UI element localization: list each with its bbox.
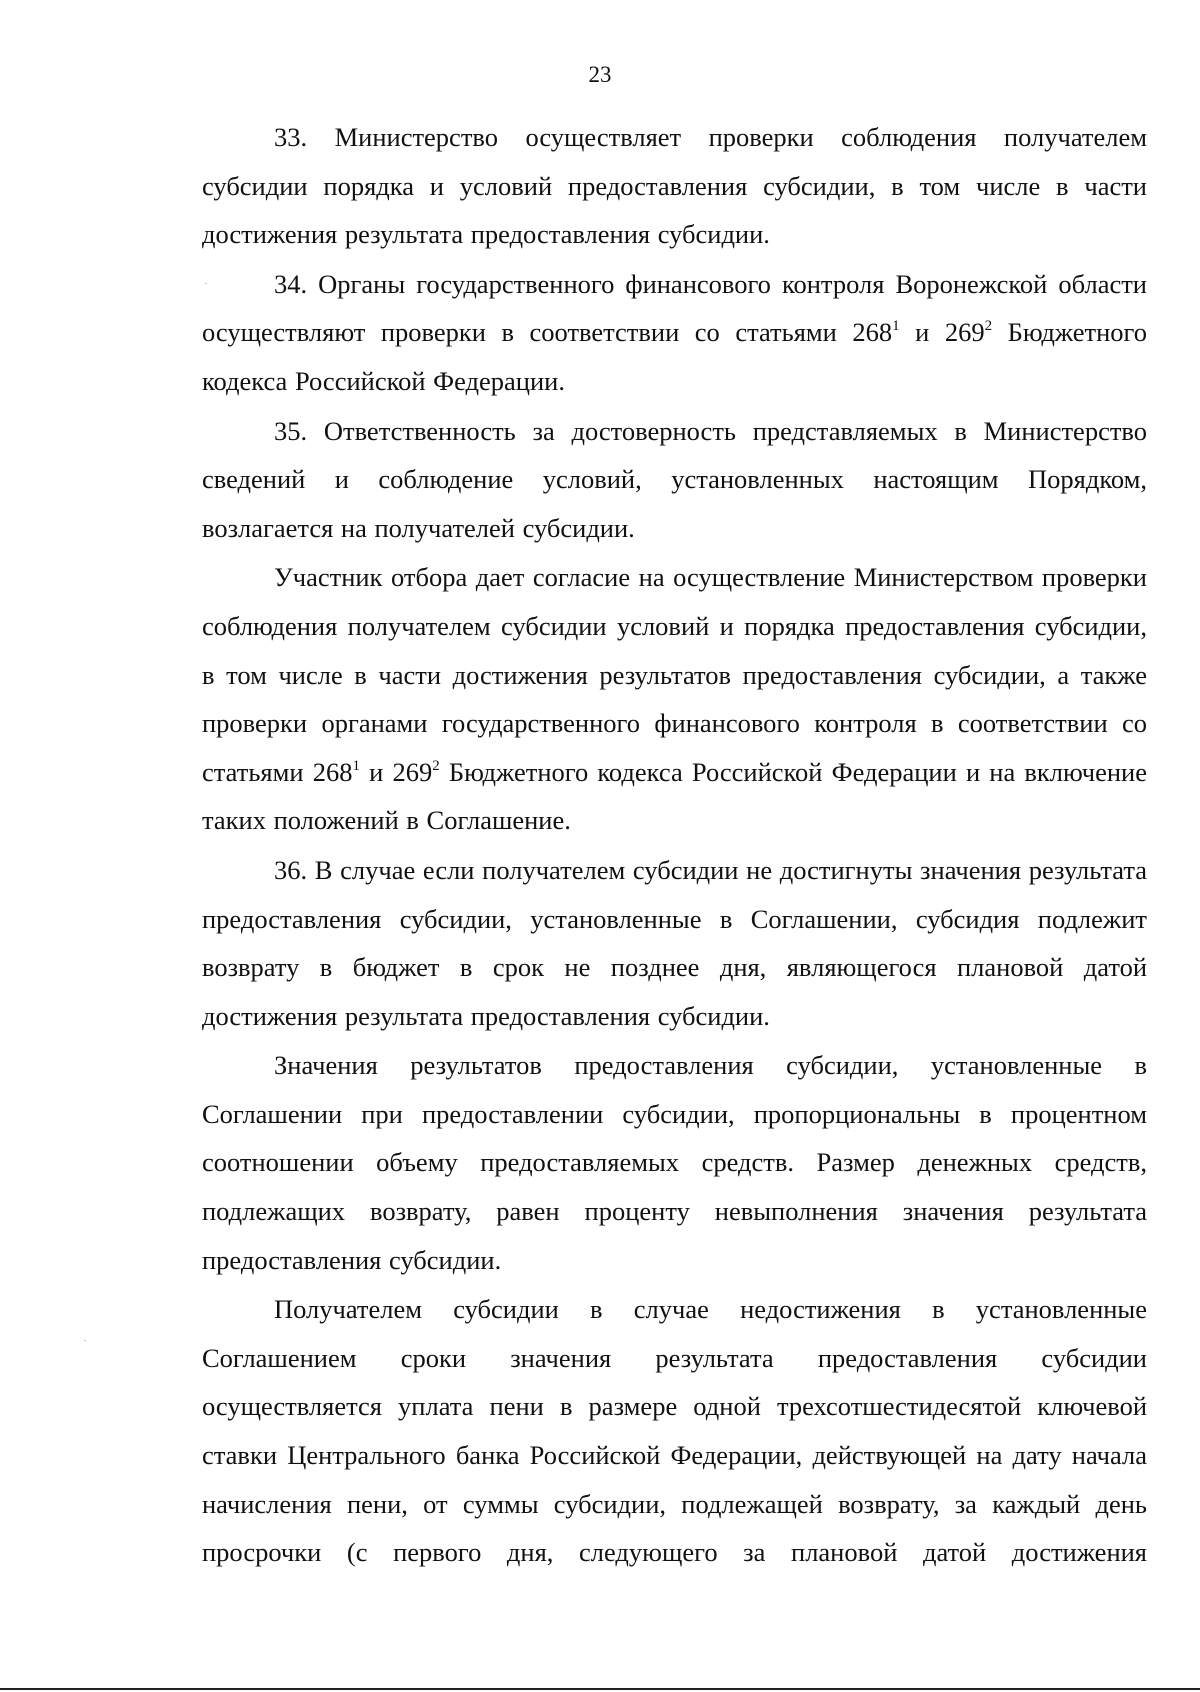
paragraph (202, 846, 1147, 1040)
superscript-index: 1 (352, 757, 360, 774)
paragraph-text: 36. В случае если получателем субсидии не достигнуты значения результата предоставления субсидии, установленные в Соглашении, субсидия подлежит возврату в бюджет в срок не позднее дня, являющегося плановой датой достижения результата предоставления субсидии. (202, 854, 1147, 1031)
paragraph-text: 35. Ответственность за достоверность представляемых в Министерство сведений и соблюдение условий, установленных настоящим Порядком, возлагается на получателей субсидии. (202, 415, 1147, 543)
document-body (202, 113, 1147, 1578)
paragraph (202, 113, 1147, 259)
paragraph-text: Бюджетного кодекса Российской Федерации. (202, 317, 1147, 396)
page-bottom-edge (0, 1688, 1200, 1690)
scan-speck (205, 283, 207, 284)
paragraph (202, 1041, 1147, 1284)
paragraph-text: 33. Министерство осуществляет проверки соблюдения получателем субсидии порядка и условий предоставления субсидии, в том числе в части достижения результата предоставления субсидии. (202, 122, 1147, 250)
scan-speck (84, 1340, 86, 1341)
paragraph (202, 1285, 1147, 1577)
paragraph-text: Участник отбора дает согласие на осуществление Министерством проверки соблюдения получателем субсидии условий и порядка предоставления субсидии, в том числе в части достижения результатов предоставления субсидии, а также проверки органами государственного финансового контроля в соответствии со статьями 268 (202, 562, 1147, 787)
page-number: 23 (588, 62, 612, 87)
paragraph (202, 407, 1147, 553)
paragraph (202, 260, 1147, 406)
superscript-index: 1 (892, 318, 900, 335)
paragraph (202, 553, 1147, 845)
paragraph-text: Получателем субсидии в случае недостижения в установленные Соглашением сроки значения результата предоставления субсидии осуществляется уплата пени в размере одной трехсотшестидесятой ключевой ставки Центрального банка Российской Федерации, действующей на дату начала начисления пени, от суммы субсидии, подлежащей возврату, за каждый день просрочки (с первого дня, следующего за плановой датой достижения (202, 1294, 1147, 1568)
superscript-index: 2 (984, 318, 993, 335)
paragraph-text: Значения результатов предоставления субсидии, установленные в Соглашении при предоставлении субсидии, пропорциональны в процентном соотношении объему предоставляемых средств. Размер денежных средств, подлежащих возврату, равен проценту невыполнения значения результата предоставления субсидии. (202, 1050, 1147, 1275)
superscript-index: 2 (432, 757, 440, 774)
paragraph-text: и 269 (899, 317, 985, 348)
paragraph-text: и 269 (359, 756, 433, 787)
paragraph-text: Бюджетного кодекса Российской Федерации и на включение таких положений в Соглашение. (202, 756, 1148, 836)
paragraph-text: 34. Органы государственного финансового контроля Воронежской области осуществляют проверки в соответствии со статьями 268 (202, 268, 1147, 348)
